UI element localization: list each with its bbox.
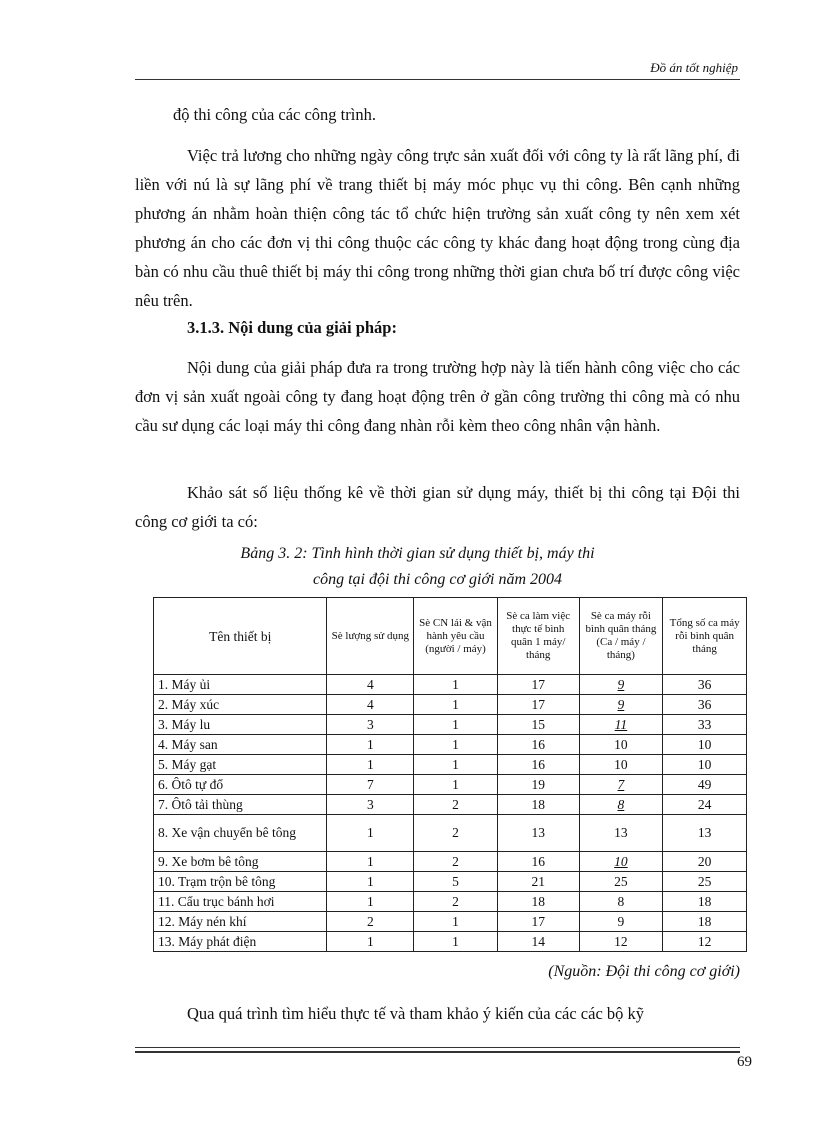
table-row [154,892,747,912]
cell-idle: 10 [579,755,663,775]
table-source: (Nguồn: Đội thi công cơ giới) [548,963,740,980]
paragraph-salary: Việc trả lương cho những ngày công trực sản xuất đối với công ty là rất lãng phí, đi liền với nú là sự lãng phí về trang thiết bị máy móc phục vụ thi công. Bên cạnh những phương án nhằm hoàn thiện công tác tổ chức hiện trường sản xuất công ty nên xem xét phương án cho các đơn vị thi công thuộc các công ty khác đang hoạt động trong cùng địa bàn có nhu cầu thuê thiết bị máy thi công trong những thời gian chưa bố trí được công việc nêu trên. [135,146,740,310]
cell-workers: 1 [414,932,498,952]
header-divider [135,79,740,80]
cell-qty: 7 [327,775,414,795]
header-shifts: Sè ca làm việc thực tế bình quân 1 máy/ tháng [497,598,579,675]
running-header: Đồ án tốt nghiệp [650,60,738,75]
cell-qty: 1 [327,892,414,912]
paragraph-solution: Nội dung của giải pháp đưa ra trong trường hợp này là tiến hành công việc cho các đơn vị sản xuất ngoài công ty đang hoạt động trên ở gần công trường thi công mà có nhu cầu sư dụng các loại máy thi công đang nhàn rỗi kèm theo công nhân vận hành. [135,358,740,435]
cell-workers: 1 [414,675,498,695]
cell-qty: 1 [327,755,414,775]
table-row [154,675,747,695]
table-header-row [154,598,747,675]
cell-name: 11. Cẩu trục bánh hơi [154,892,327,912]
cell-name: 6. Ôtô tự đổ [154,775,327,795]
table-row [154,912,747,932]
table-caption-line2: công tại đội thi công cơ giới năm 2004 [312,571,563,588]
cell-qty: 1 [327,932,414,952]
cell-total: 33 [663,715,747,735]
cell-idle: 25 [579,872,663,892]
cell-name: 7. Ôtô tải thùng [154,795,327,815]
page-number: 69 [737,1054,752,1070]
table-row [154,695,747,715]
table-row [154,735,747,755]
cell-workers: 2 [414,795,498,815]
table-row [154,932,747,952]
cell-workers: 5 [414,872,498,892]
cell-workers: 2 [414,852,498,872]
cell-shifts: 18 [497,892,579,912]
table-row [154,755,747,775]
cell-qty: 1 [327,852,414,872]
cell-workers: 1 [414,715,498,735]
cell-idle: 10 [579,852,663,872]
cell-total: 10 [663,735,747,755]
cell-idle: 11 [579,715,663,735]
header-workers: Sè CN lái & vận hành yêu cầu (người / máy) [414,598,498,675]
table-row [154,715,747,735]
cell-name: 9. Xe bơm bê tông [154,852,327,872]
cell-qty: 3 [327,795,414,815]
cell-shifts: 17 [497,675,579,695]
header-total-idle: Tổng số ca máy rỗi bình quân tháng [663,598,747,675]
cell-qty: 2 [327,912,414,932]
cell-name: 4. Máy san [154,735,327,755]
cell-idle: 8 [579,795,663,815]
cell-shifts: 16 [497,755,579,775]
cell-name: 12. Máy nén khí [154,912,327,932]
cell-shifts: 15 [497,715,579,735]
cell-qty: 1 [327,735,414,755]
cell-qty: 4 [327,695,414,715]
cell-qty: 3 [327,715,414,735]
cell-name: 10. Trạm trộn bê tông [154,872,327,892]
cell-name: 1. Máy ủi [154,675,327,695]
cell-shifts: 21 [497,872,579,892]
cell-total: 20 [663,852,747,872]
cell-idle: 9 [579,675,663,695]
paragraph-last: Qua quá trình tìm hiểu thực tế và tham khảo ý kiến của các các bộ kỹ [187,1004,645,1023]
cell-shifts: 17 [497,695,579,715]
cell-qty: 1 [327,872,414,892]
table-caption-line1: Bảng 3. 2: Tình hình thời gian sử dụng thiết bị, máy thi [240,545,595,562]
cell-idle: 13 [579,815,663,852]
cell-name: 5. Máy gạt [154,755,327,775]
cell-workers: 1 [414,775,498,795]
cell-shifts: 17 [497,912,579,932]
header-idle-shifts: Sè ca máy rỗi bình quân tháng (Ca / máy / tháng) [579,598,663,675]
table-row [154,795,747,815]
cell-name: 2. Máy xúc [154,695,327,715]
cell-shifts: 14 [497,932,579,952]
cell-total: 18 [663,892,747,912]
equipment-table [153,597,747,952]
cell-name: 8. Xe vận chuyển bê tông [154,815,327,852]
cell-total: 25 [663,872,747,892]
paragraph-continuation: độ thi công của các công trình. [173,105,376,124]
cell-name: 3. Máy lu [154,715,327,735]
cell-total: 18 [663,912,747,932]
cell-workers: 2 [414,892,498,912]
cell-total: 49 [663,775,747,795]
cell-shifts: 18 [497,795,579,815]
table-row [154,852,747,872]
cell-total: 10 [663,755,747,775]
cell-workers: 2 [414,815,498,852]
table-row [154,775,747,795]
section-heading: 3.1.3. Nội dung của giải pháp: [187,318,397,337]
cell-idle: 8 [579,892,663,912]
cell-idle: 9 [579,695,663,715]
table-row [154,815,747,852]
cell-idle: 7 [579,775,663,795]
header-quantity: Sè lượng sử dụng [327,598,414,675]
cell-qty: 4 [327,675,414,695]
footer-divider [135,1047,740,1048]
cell-workers: 1 [414,695,498,715]
cell-total: 24 [663,795,747,815]
cell-name: 13. Máy phát điện [154,932,327,952]
cell-workers: 1 [414,735,498,755]
cell-shifts: 13 [497,815,579,852]
cell-total: 13 [663,815,747,852]
table-row [154,872,747,892]
paragraph-survey: Khảo sát số liệu thống kê về thời gian sử dụng máy, thiết bị thi công tại Đội thi công cơ giới ta có: [135,483,740,531]
cell-idle: 10 [579,735,663,755]
cell-total: 12 [663,932,747,952]
cell-idle: 9 [579,912,663,932]
cell-shifts: 19 [497,775,579,795]
cell-shifts: 16 [497,735,579,755]
cell-workers: 1 [414,755,498,775]
cell-idle: 12 [579,932,663,952]
footer-divider-thick [135,1051,740,1053]
cell-total: 36 [663,675,747,695]
cell-workers: 1 [414,912,498,932]
header-equipment-name: Tên thiết bị [154,598,327,675]
cell-total: 36 [663,695,747,715]
cell-shifts: 16 [497,852,579,872]
cell-qty: 1 [327,815,414,852]
